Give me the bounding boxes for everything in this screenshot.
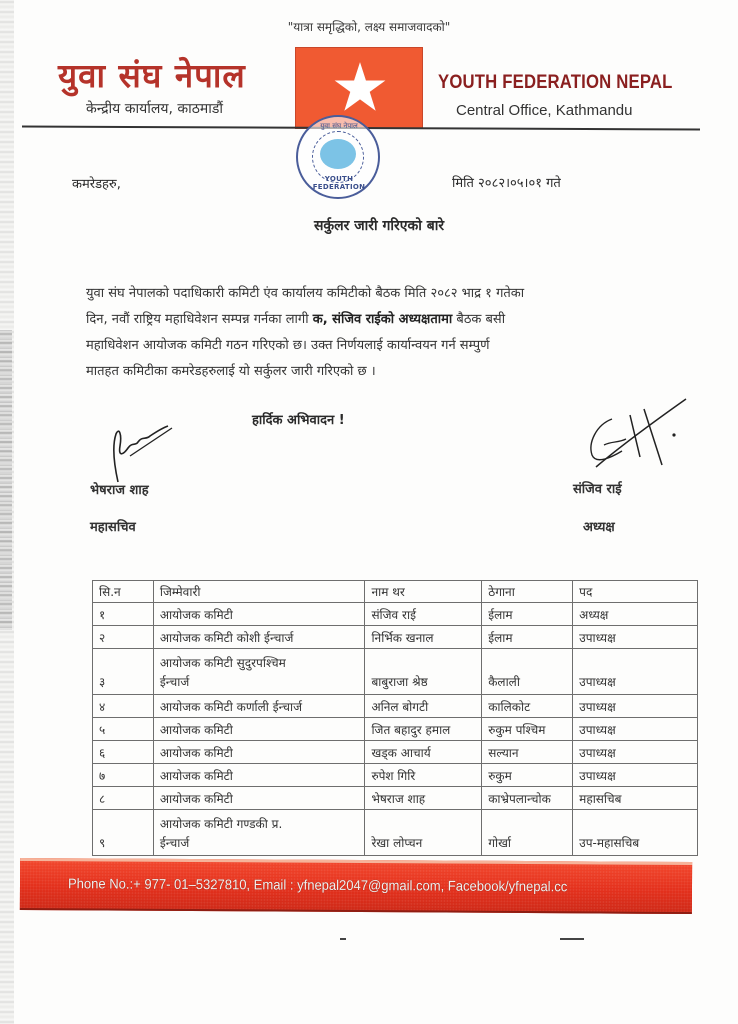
official-seal-stamp (296, 115, 380, 199)
cell-address: कैलाली (482, 649, 573, 695)
cell-address: कालिकोट (482, 695, 573, 718)
col-header-name: नाम थर (365, 581, 482, 603)
cell-position: उपाध्यक्ष (573, 718, 698, 741)
cell-responsibility: आयोजक कमिटी (153, 741, 365, 764)
cell-name: बाबुराजा श्रेष्ठ (365, 649, 482, 695)
cell-position: उपाध्यक्ष (573, 741, 698, 764)
table-row (93, 718, 698, 741)
cell-serial: १ (93, 603, 154, 626)
seal-top-text: युवा संघ नेपाल (320, 122, 358, 130)
cell-name: रेखा लोप्चन (365, 810, 482, 856)
cell-text-line: आयोजक कमिटी सुदुरपश्चिम (159, 656, 286, 670)
cell-responsibility: आयोजक कमिटी (153, 787, 365, 810)
cell-address: रुकुम (482, 764, 573, 787)
globe-icon (320, 139, 356, 169)
signatory-name-left: भेषराज शाह (90, 483, 149, 498)
cell-position: उपाध्यक्ष (573, 626, 698, 649)
body-line: महाधिवेशन आयोजक कमिटी गठन गरिएको छ। उक्त निर्णयलाई कार्यान्वयन गर्न सम्पुर्ण (86, 338, 490, 353)
letter-subject: सर्कुलर जारी गरिएको बारे (313, 218, 445, 234)
table-header-row (93, 581, 698, 603)
col-header-serial: सि.न (93, 581, 154, 603)
cell-responsibility: आयोजक कमिटी (153, 603, 365, 626)
scan-edge-artifact-dark (0, 330, 12, 630)
cell-serial: २ (93, 626, 154, 649)
cell-serial: ७ (93, 764, 154, 787)
cell-address: गोर्खा (482, 810, 573, 856)
cell-address: काभ्रेपलान्चोक (482, 787, 573, 810)
scan-mark (560, 938, 584, 940)
table-row (93, 741, 698, 764)
org-office-nepali: केन्द्रीय कार्यालय, काठमाडौं (86, 101, 223, 117)
body-text-bold: क, संजिव राईको अध्यक्षतामा (312, 312, 453, 327)
cell-position: महासचिब (573, 787, 698, 810)
cell-text-line: आयोजक कमिटी गण्डकी प्र. (159, 817, 283, 831)
cell-name: भेषराज शाह (365, 787, 482, 810)
org-office-english: Central Office, Kathmandu (456, 102, 633, 119)
cell-position: उपाध्यक्ष (573, 764, 698, 787)
party-flag-logo (295, 47, 423, 129)
table-row (93, 695, 698, 718)
seal-bottom-text: YOUTH FEDERATION (312, 175, 366, 191)
body-text-segment: बैठक बसी (452, 312, 506, 327)
table-row (93, 787, 698, 810)
col-header-position: पद (573, 581, 698, 603)
cell-name: रुपेश गिरि (365, 764, 482, 787)
table-row (93, 764, 698, 787)
footer-contact-text: Phone No.:+ 977- 01–5327810, Email : yfnepal2047@gmail.com, Facebook/yfnepal.cc (67, 875, 568, 895)
tagline: "यात्रा समृद्धिको, लक्ष्य समाजवादको" (287, 20, 451, 34)
cell-address: रुकुम पश्चिम (482, 718, 573, 741)
cell-serial: ४ (93, 695, 154, 718)
org-name-english: YOUTH FEDERATION NEPAL (438, 72, 673, 93)
signatory-name-right: संजिव राई (573, 482, 622, 497)
table-row (93, 603, 698, 626)
cell-address: ईलाम (482, 626, 573, 649)
cell-text-line: ईन्चार्ज (159, 836, 190, 850)
body-line: मातहत कमिटीका कमरेडहरुलाई यो सर्कुलर जारी गरिएको छ । (86, 364, 376, 379)
cell-serial: ९ (93, 810, 154, 856)
cell-responsibility (153, 649, 365, 695)
cell-address: सल्यान (482, 741, 573, 764)
cell-responsibility: आयोजक कमिटी कर्णाली ईन्चार्ज (153, 695, 365, 718)
committee-table (92, 580, 698, 856)
scan-mark (340, 938, 346, 940)
cell-text-line: ईन्चार्ज (159, 675, 190, 689)
cell-serial: ६ (93, 741, 154, 764)
cell-responsibility: आयोजक कमिटी (153, 718, 365, 741)
org-name-nepali: युवा संघ नेपाल (58, 56, 246, 95)
cell-name: संजिव राई (365, 603, 482, 626)
cell-name: निर्भिक खनाल (365, 626, 482, 649)
table-row (93, 626, 698, 649)
star-icon (333, 60, 387, 114)
letter-body (86, 281, 666, 385)
signature-left (106, 424, 176, 484)
signatory-title-right: अध्यक्ष (583, 520, 615, 535)
body-line (86, 307, 666, 333)
cell-name: खड्क आचार्य (365, 741, 482, 764)
cell-position: उपाध्यक्ष (573, 695, 698, 718)
cell-address: ईलाम (482, 603, 573, 626)
cell-position: उप-महासचिब (573, 810, 698, 856)
cell-name: अनिल बोगटी (365, 695, 482, 718)
cell-responsibility: आयोजक कमिटी (153, 764, 365, 787)
body-line: युवा संघ नेपालको पदाधिकारी कमिटी एंव कार्यालय कमिटीको बैठक मिति २०८२ भाद्र १ गतेका (86, 286, 525, 301)
col-header-address: ठेगाना (482, 581, 573, 603)
signatory-title-left: महासचिव (90, 520, 136, 535)
cell-position: उपाध्यक्ष (573, 649, 698, 695)
cell-responsibility: आयोजक कमिटी कोशी ईन्चार्ज (153, 626, 365, 649)
body-text-segment: दिन, नवौं राष्ट्रिय महाधिवेशन सम्पन्न गर्नका लागी (86, 312, 313, 327)
cell-serial: ५ (93, 718, 154, 741)
cell-serial: ३ (93, 649, 154, 695)
salutation: कमरेडहरु, (72, 177, 121, 192)
table-row (93, 810, 698, 856)
table-row (93, 649, 698, 695)
footer-contact-band (20, 858, 692, 914)
cell-responsibility (153, 810, 365, 856)
cell-serial: ८ (93, 787, 154, 810)
cell-name: जित बहादुर हमाल (365, 718, 482, 741)
signature-right (582, 395, 692, 470)
col-header-responsibility: जिम्मेवारी (153, 581, 365, 603)
greeting: हार्दिक अभिवादन ! (252, 413, 345, 428)
cell-position: अध्यक्ष (573, 603, 698, 626)
letter-date: मिति २०८२।०५।०१ गते (452, 176, 561, 191)
